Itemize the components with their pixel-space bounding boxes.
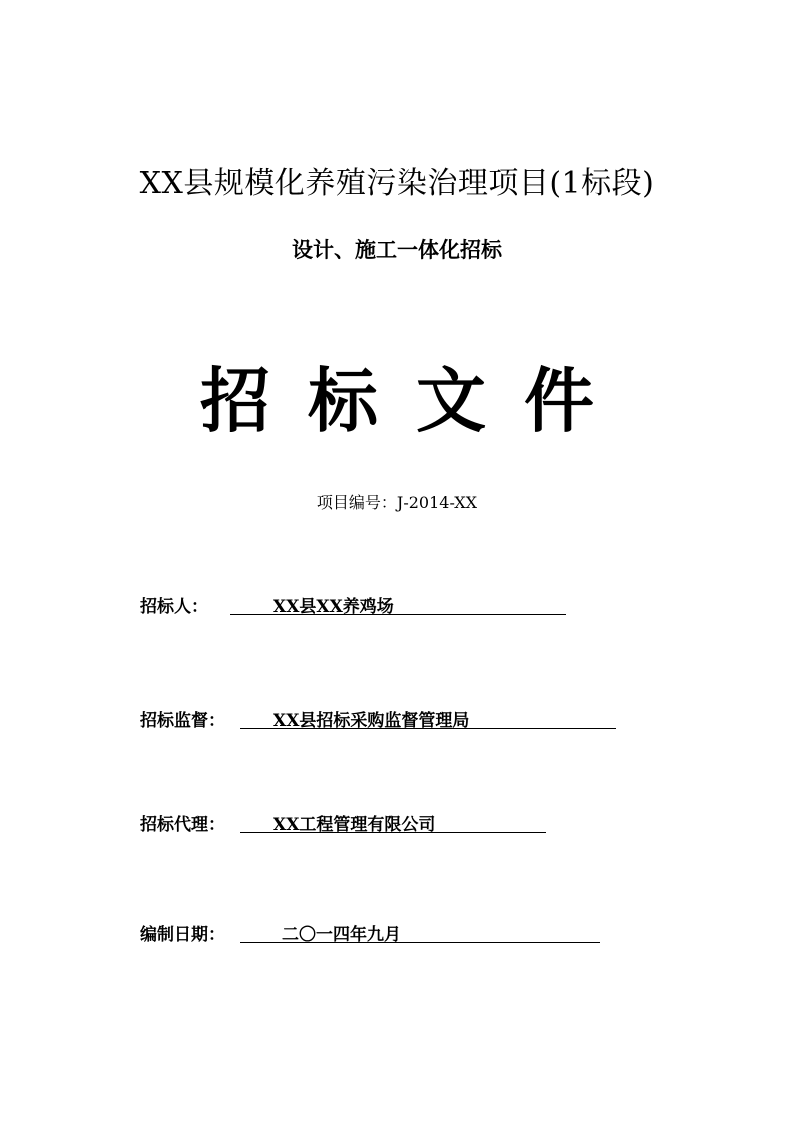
field-tenderer-label: 招标人： [140,597,208,617]
field-supervisor-label: 招标监督： [140,711,225,731]
field-agent-value: XX工程管理有限公司 [273,815,436,835]
project-title: XX县规模化养殖污染治理项目(1标段) [139,166,655,201]
field-supervisor-value: XX县招标采购监督管理局 [273,711,470,731]
field-date-label: 编制日期： [140,925,225,945]
field-agent-label: 招标代理： [140,815,225,835]
document-main-title: 招标文件 [200,359,632,442]
document-subtitle: 设计、施工一体化招标 [292,237,502,262]
project-number: 项目编号：J-2014-XX [316,493,478,512]
field-tenderer-value: XX县XX养鸡场 [273,597,394,617]
field-date-value: 二〇一四年九月 [282,925,401,945]
